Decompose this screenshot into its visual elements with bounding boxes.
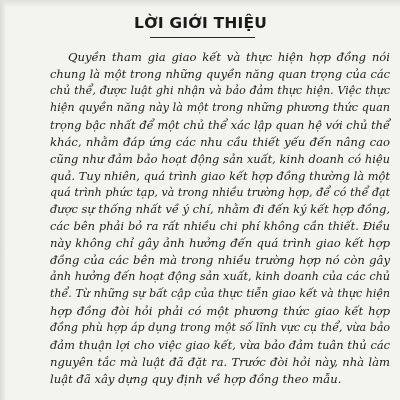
paragraph-line: thể. Từ những sự bất cập của thực tiễn giao kết và thực hiện — [50, 287, 390, 301]
paragraph-line: hợp đồng đòi hỏi phải có một phương thức giao kết hợp — [50, 304, 390, 319]
paragraph-line: hiện quyền năng này là một trong những phương thức quan — [50, 100, 390, 114]
paragraph-line: được sự thống nhất về ý chí, nhằm đi đến ký kết hợp đồng, — [50, 202, 390, 217]
paragraph-line: luật đã xây dựng quy định về hợp đồng theo mẫu. — [50, 371, 342, 386]
paragraph-line: đảm thuận lợi cho việc giao kết, vừa bảo đảm tuân thủ các — [50, 337, 390, 352]
page-title: LỜI GIỚI THIỆU — [134, 14, 268, 32]
paragraph-line: đồng của các bên mà trong nhiều trường hợp nó còn gây — [50, 253, 390, 268]
paragraph-line: quá trình phức tạp, và trong nhiều trường hợp, để có thể đạt — [50, 185, 390, 199]
paragraph-line: khác, nhằm đáp ứng các nhu cầu thiết yếu đến nâng cao — [50, 134, 390, 149]
paragraph-line: Quyền tham gia giao kết và thực hiện hợp đồng nói — [68, 50, 390, 64]
title-underline — [150, 37, 255, 38]
paragraph-line: chung là một trong những quyền năng quan trọng của các — [50, 66, 390, 81]
page-gutter-shadow — [0, 0, 6, 400]
paragraph-line: quả. Tuy nhiên, quá trình giao kết hợp đồng thường là một — [50, 168, 390, 183]
introduction-paragraph — [50, 49, 390, 388]
paragraph-line: chủ thể, được luật ghi nhận và bảo đảm thực hiện. Việc thực — [50, 83, 390, 97]
paragraph-line: đồng phù hợp áp dụng trong một số lĩnh vực cụ thể, vừa bảo — [50, 321, 390, 334]
paragraph-line: trọng bậc nhất để một chủ thể xác lập quan hệ với chủ thể — [50, 117, 390, 132]
paragraph-line: nguyên tắc mà luật đã đặt ra. Trước đòi hỏi này, nhà làm — [50, 354, 390, 369]
paragraph-line: cũng như đảm bảo hoạt động sản xuất, kinh doanh có hiệu — [50, 151, 390, 166]
paragraph-line: ảnh hưởng đến hoạt động sản xuất, kinh doanh của các chủ — [50, 270, 390, 284]
paragraph-line: các bên phải bỏ ra rất nhiều chi phí không cần thiết. Điều — [50, 219, 390, 234]
paragraph-line: này không chỉ gây ảnh hưởng đến quá trình giao kết hợp — [50, 236, 390, 251]
page-top-shadow — [0, 0, 400, 8]
